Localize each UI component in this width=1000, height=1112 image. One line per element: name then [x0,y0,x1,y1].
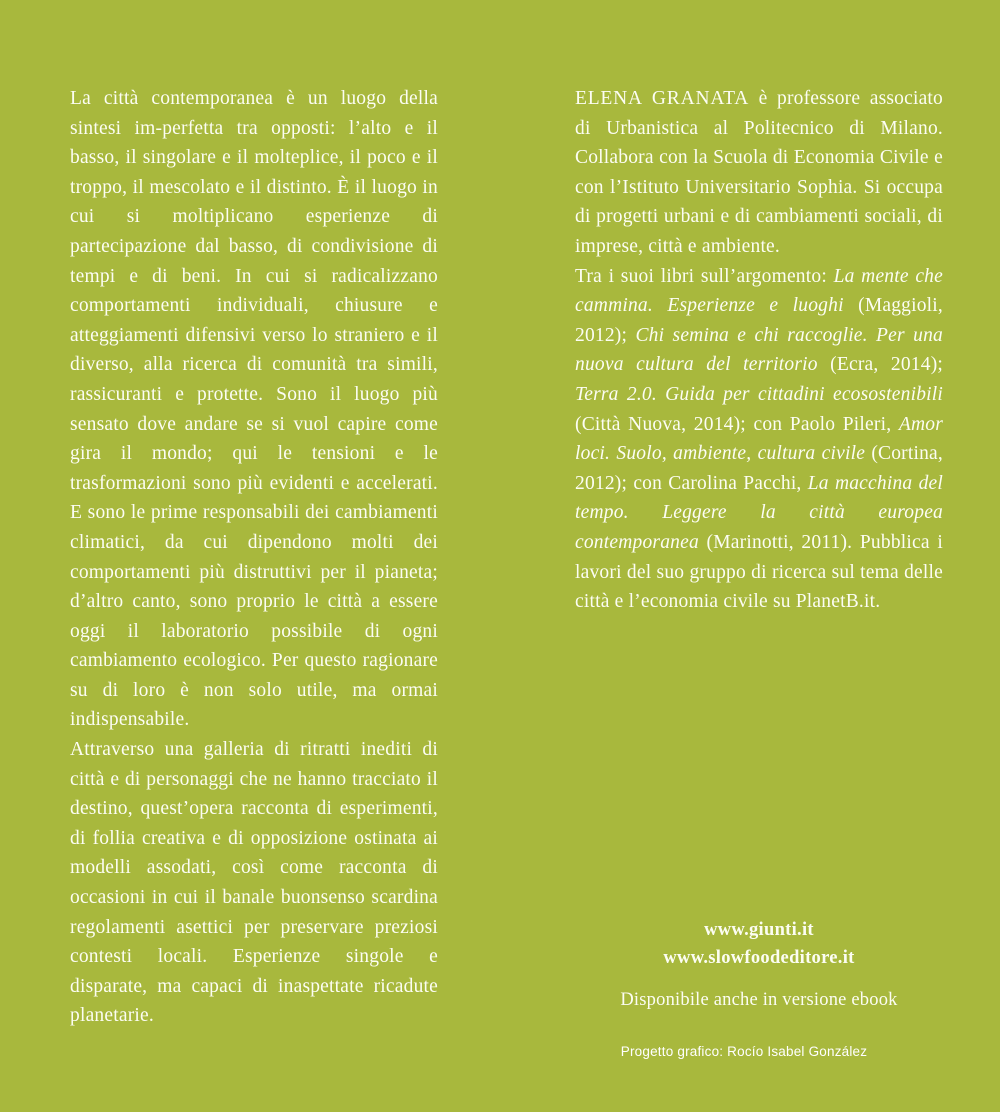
publisher-footer [575,916,943,1014]
right-text-column [575,84,943,617]
left-text-column [70,84,438,1031]
design-credit: Progetto grafico: Rocío Isabel González [620,1044,868,1059]
publisher-url-slowfood: www.slowfoodeditore.it [663,948,855,968]
author-bio-paragraph: ELENA GRANATA è professore associato di Urbanistica al Politecnico di Milano. Collabora con la Scuola di Economia Civile e con l’Istituto Universitario Sophia. Si occupa di progetti urbani e di cambiamenti sociali, di imprese, città e ambiente. [575,88,943,257]
book-description-paragraph: Attraverso una galleria di ritratti inediti di città e di personaggi che ne hanno tracciato il destino, quest’opera racconta di esperimenti, di follia creativa e di opposizione ostinata ai modelli assodati, così come racconta di occasioni in cui il banale buonsenso scardina regolamenti asettici per preservare preziosi contesti locali. Esperienze singole e disparate, ma capaci di inaspettate ricadute planetarie. [70,739,438,1027]
publisher-url-giunti: www.giunti.it [704,920,814,940]
book-description-paragraph: La città contemporanea è un luogo della sintesi im-perfetta tra opposti: l’alto e il basso, il singolare e il molteplice, il poco e il troppo, il mescolato e il distinto. È il luogo in cui si moltiplicano esperienze di partecipazione dal basso, di condivisione di tempi e di beni. In cui si radicalizzano comportamenti individuali, chiusure e atteggiamenti difensivi verso lo straniero e il diverso, alla ricerca di comunità tra simili, rassicuranti e protette. Sono il luogo più sensato dove andare se si vuol capire come gira il mondo; qui le tensioni e le trasformazioni sono più evidenti e accelerati. E sono le prime responsabili dei cambiamenti climatici, da cui dipendono molti dei comportamenti più distruttivi per il pianeta; d’altro canto, sono proprio le città a essere oggi il laboratorio possibile di ogni cambiamento ecologico. Per questo ragionare su di loro è non solo utile, ma ormai indispensabile. [70,88,438,731]
ebook-availability-note: Disponibile anche in versione ebook [620,990,898,1010]
author-bibliography-paragraph: Tra i suoi libri sull’argomento: La mente che cammina. Esperienze e luoghi (Maggioli, 2012); Chi semina e chi raccoglie. Per una nuova cultura del territorio (Ecra, 2014); Terra 2.0. Guida per cittadini ecosostenibili (Città Nuova, 2014); con Paolo Pileri, Amor loci. Suolo, ambiente, cultura civile (Cortina, 2012); con Carolina Pacchi, La macchina del tempo. Leggere la città europea contemporanea (Marinotti, 2011). Pubblica i lavori del suo gruppo di ricerca sul tema delle città e l’economia civile su PlanetB.it. [575,265,944,613]
